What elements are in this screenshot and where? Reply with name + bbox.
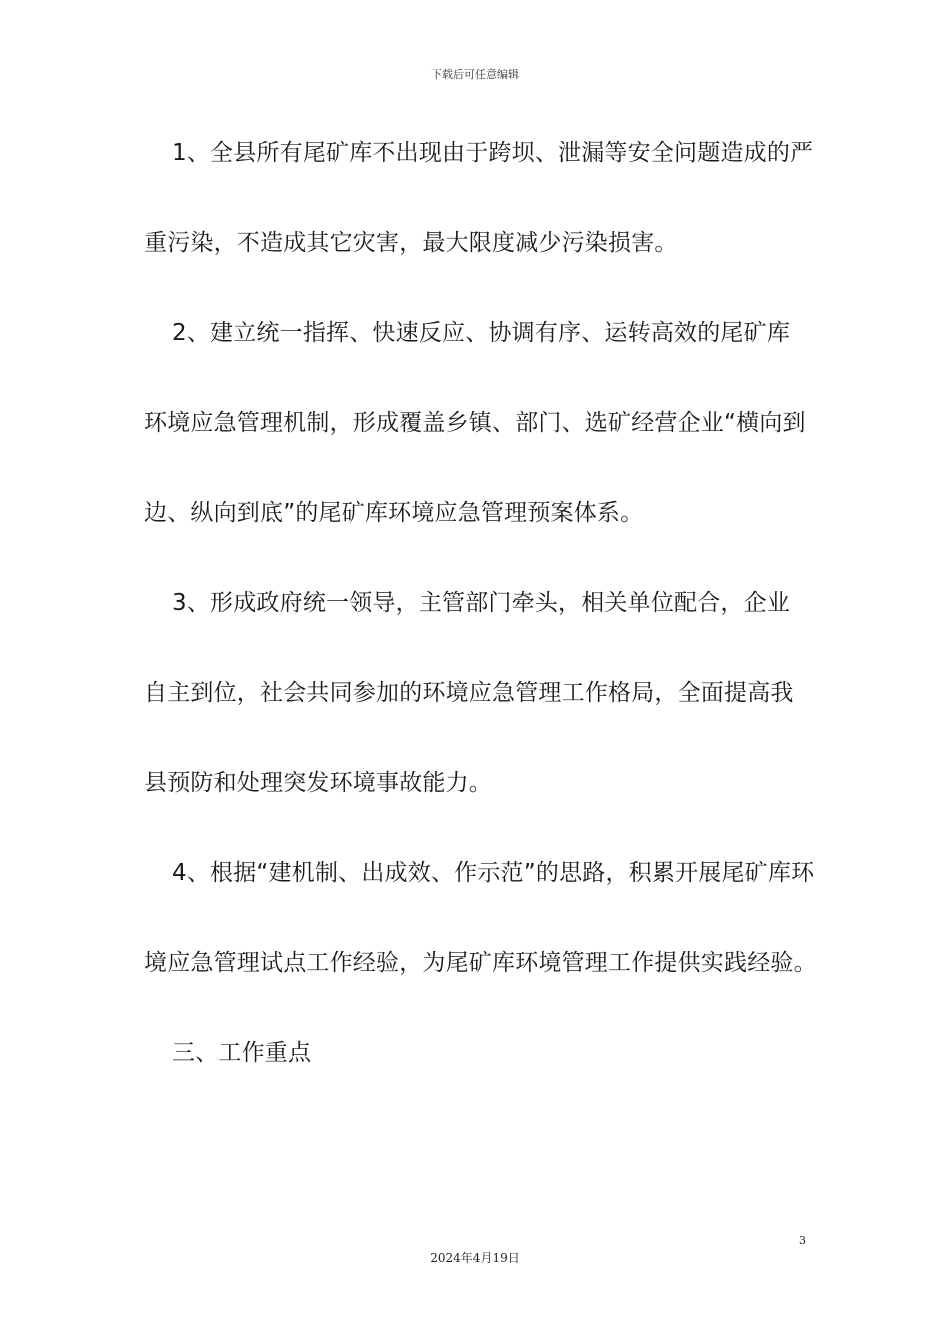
paragraph-1-line-1: 1、全县所有尾矿库不出现由于跨坝、泄漏等安全问题造成的严 <box>172 140 814 166</box>
paragraph-4-line-2: 境应急管理试点工作经验，为尾矿库环境管理工作提供实践经验。 <box>144 950 817 976</box>
paragraph-2-line-2: 环境应急管理机制，形成覆盖乡镇、部门、选矿经营企业“横向到 <box>144 410 806 436</box>
paragraph-4-line-1: 4、根据“建机制、出成效、作示范”的思路，积累开展尾矿库环 <box>172 860 815 886</box>
header-note: 下载后可任意编辑 <box>431 68 519 81</box>
paragraph-3-line-3: 县预防和处理突发环境事故能力。 <box>144 770 492 796</box>
paragraph-2-line-1: 2、建立统一指挥、快速反应、协调有序、运转高效的尾矿库 <box>172 320 791 346</box>
footer-date: 2024年4月19日 <box>430 1251 520 1265</box>
document-body <box>144 124 817 1114</box>
paragraph-1-line-2: 重污染，不造成其它灾害，最大限度减少污染损害。 <box>144 230 678 256</box>
page-number: 3 <box>799 1234 806 1247</box>
paragraph-3-line-1: 3、形成政府统一领导，主管部门牵头，相关单位配合，企业 <box>172 590 791 616</box>
section-heading: 三、工作重点 <box>172 1040 312 1066</box>
paragraph-2-line-3: 边、纵向到底”的尾矿库环境应急管理预案体系。 <box>144 500 644 526</box>
paragraph-3-line-2: 自主到位，社会共同参加的环境应急管理工作格局，全面提高我 <box>144 680 794 706</box>
